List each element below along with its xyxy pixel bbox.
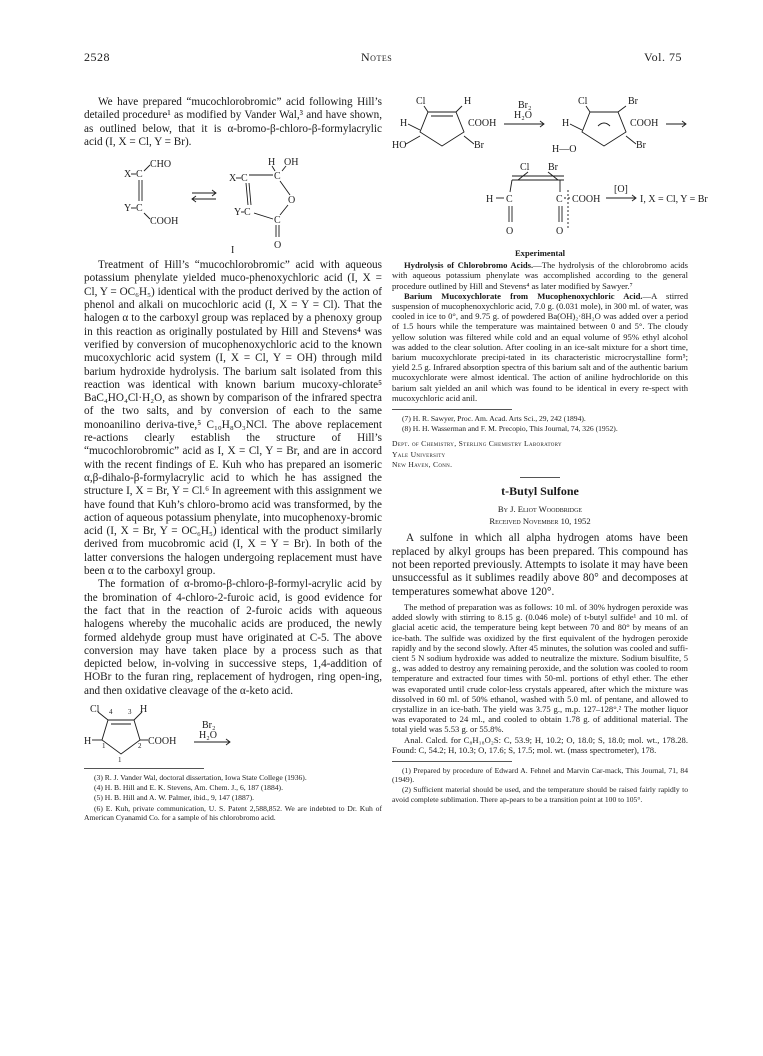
reagent: H₂O bbox=[514, 110, 532, 121]
chem-label: COOH bbox=[150, 216, 179, 228]
footnotes-left bbox=[84, 773, 382, 822]
footnote: (6) E. Kuh, private communication, U. S. Patent 2,588,852. We are indebted to Dr. Kuh of American Cyanamid Co. for a sample of his chlorobromo acid. bbox=[84, 803, 382, 822]
chem-label: C bbox=[274, 171, 281, 183]
exp1-title: Hydrolysis of Chlorobromo Acids. bbox=[404, 260, 534, 271]
method-paragraph: The method of preparation was as follows: 10 ml. of 30% hydrogen peroxide was added slowly with stirring to 8.15 g. (0.046 mole) of t-butyl sulfide¹ and 10 ml. of glacial acetic acid, the temperature being kept between 70 and 80° by means of an ice-bath. The sulfide was oxidized by the first equivalent of the hydrogen peroxide rapidly and by the second slowly. After 45 minutes, the solution was cooled and suffi-cient 5 N sodium hydroxide was added to neutralize the mixture. Sodium bisulfite, 5 g., was added to destroy any remaining peroxide, and the solution was cooled to room temperature and extracted four times with 50-ml. portions of ethyl ether. The ether was evaporated until crude color-less crystals appeared, after which the mixture was dissolved in 60 ml. of 50% ethanol, washed with 5.0 ml. of pentane, and allowed to crystallize in an ice-bath. The yield was 3.75 g., m.p. 127–128°.² The mother liquor was evaporated to 24 ml., and cooled to obtain 1.78 g. of additional material. The total yield was 5.53 g. or 55.8%. bbox=[392, 601, 688, 735]
exp2-title: Barium Mucoxychlorate from Mucophenoxychloric Acid. bbox=[404, 290, 643, 301]
chem-label: HO bbox=[392, 140, 407, 151]
affiliation-line: Dept. of Chemistry, Sterling Chemistry Laboratory bbox=[392, 439, 562, 449]
chem-label: Cl bbox=[520, 162, 530, 173]
chem-label: O bbox=[506, 226, 514, 237]
chem-label: Br bbox=[474, 140, 484, 151]
chem-label: COOH bbox=[468, 118, 497, 129]
ring-number: 1 bbox=[102, 741, 106, 750]
right-column bbox=[392, 94, 708, 805]
chem-label: Br bbox=[548, 162, 558, 173]
chem-label: COOH bbox=[148, 735, 177, 747]
chem-label: Br bbox=[636, 140, 646, 151]
reagent: Br₂ bbox=[518, 100, 532, 111]
footnote: (5) H. B. Hill and A. W. Palmer, ibid., 9, 147 (1887). bbox=[94, 793, 254, 803]
abstract-paragraph: A sulfone in which all alpha hydrogen atoms have been replaced by alkyl groups has been prepared. This compound has not been reported previously. Attempts to isolate it may have been unsuccessful as it sublimes readily above 80° and decomposes at temperatures somewhat above 120°. bbox=[392, 532, 688, 598]
chem-label: H bbox=[486, 194, 494, 205]
analysis-paragraph: Anal. Calcd. for C₈H₁₈O₂S: C, 53.9; H, 10.2; O, 18.0; S, 18.0; mol. wt., 178.28. Found: C, 54.2; H, 10.3; O, 17.6; S, 17.5; mol. wt. (mass spectrometer), 178. bbox=[392, 734, 688, 755]
exp-paragraph-1 bbox=[392, 260, 688, 291]
chem-label: CHO bbox=[150, 159, 172, 171]
chem-label: Cl bbox=[416, 96, 426, 107]
article-author: By J. Eliot Woodbridge bbox=[497, 504, 583, 515]
structure-diagram-equilibrium bbox=[84, 153, 382, 255]
experimental-heading: Experimental bbox=[514, 248, 566, 258]
affiliation bbox=[392, 439, 688, 469]
affiliation-line: Yale University bbox=[392, 449, 446, 459]
chem-label: O bbox=[288, 195, 296, 207]
chem-label: C bbox=[506, 194, 513, 205]
intro-paragraph: We have prepared “mucochlorobromic” acid following Hill’s detailed procedure¹ as modified by Vander Wal,³ and have shown, as outlined below, that it is α-bromo-β-chloro-β-formylacrylic acid (I, X = Cl, Y = Br). bbox=[84, 96, 382, 148]
chem-label: Cl bbox=[90, 703, 100, 715]
footnote: (3) R. J. Vander Wal, doctoral dissertation, Iowa State College (1936). bbox=[94, 772, 307, 782]
chem-label: H—O bbox=[552, 144, 577, 155]
chem-label: H bbox=[140, 703, 148, 715]
footnote: (4) H. B. Hill and E. K. Stevens, Am. Chem. J., 6, 187 (1884). bbox=[94, 783, 283, 793]
divider bbox=[520, 477, 560, 478]
furan-bromination-diagram bbox=[84, 702, 382, 762]
ring-number: 2 bbox=[138, 741, 142, 750]
chem-label: O bbox=[556, 226, 564, 237]
chem-label: H bbox=[562, 118, 570, 129]
chem-label: Br bbox=[628, 96, 638, 107]
footnote: (2) Sufficient material should be used, and the temperature should be raised fairly rapidly to avoid complete sublimation. There ap-pears to be a transition point at 100 to 105°. bbox=[392, 785, 688, 804]
chem-label: H bbox=[400, 118, 408, 129]
article-title: t-Butyl Sulfone bbox=[501, 484, 579, 499]
chem-label: X bbox=[229, 173, 237, 185]
left-column bbox=[84, 96, 382, 823]
volume-label: Vol. 75 bbox=[644, 50, 682, 64]
chem-label: H bbox=[84, 735, 92, 747]
page-number: 2528 bbox=[84, 50, 110, 64]
chem-label: O bbox=[274, 240, 282, 252]
exp-paragraph-2 bbox=[392, 291, 688, 403]
ring-number: 3 bbox=[128, 707, 132, 716]
reagent: H₂O bbox=[199, 729, 217, 741]
affiliation-line: New Haven, Conn. bbox=[392, 459, 453, 469]
exp1-text: —The hydrolysis of the chlorobromo acids with aqueous potassium phenylate was accomplished according to the general procedure outlined by Hill and Stevens⁴ as later modified by Sawyer.⁷ bbox=[392, 260, 688, 291]
chem-label: Y bbox=[124, 203, 132, 215]
chem-label: C bbox=[244, 207, 251, 219]
chem-label: COOH bbox=[630, 118, 659, 129]
running-head: Notes bbox=[361, 50, 393, 64]
chem-label: OH bbox=[284, 157, 299, 169]
footnote: (8) H. H. Wasserman and F. M. Precopio, This Journal, 74, 326 (1952). bbox=[402, 424, 618, 434]
chem-label: Cl bbox=[578, 96, 588, 107]
chem-label: Y bbox=[234, 207, 242, 219]
reagent: Br₂ bbox=[202, 719, 216, 731]
received-date: Received November 10, 1952 bbox=[489, 516, 591, 527]
exp2-text: —A stirred suspension of mucophenoxychloric acid, 7.0 g. (0.031 mole), in 300 ml. of water, was cooled in ice to 0°, and 9.75 g. of powdered Ba(OH)₂·8H₂O was added over a period of 1.5 hours while the temperature was maintained between 0 and 5°. The cloudy yellow solution was filtered while cold and an equal volume of 95% ethyl alcohol was added to the clear solution. After cooling in an ice-salt mixture for a short time, barium mucoxychlorate precipi-tated in its characteristic microcrystalline form⁵; yield 2.5 g. Infrared absorption spectra of this barium salt and of the authentic barium mucoxychlorate were almost identical. The action of aniline hydrochloride on this barium salt yielded an anil which was found to be identical in every re-spect with mucoxychloric acid anil. bbox=[392, 290, 688, 403]
body-paragraph-1: Treatment of Hill’s “mucochlorobromic” acid with aqueous potassium phenylate yielded muco-phenoxychloric acid (I, X = Cl, Y = OC₆H₅) identical with the product derived by the action of phenol and alkali on mucochloric acid (I, X = Y = Cl). That the halogen α to the carboxyl group was replaced by a phenoxy group in this reaction as originally postulated by Hill and Stevens⁴ was verified by conversion of mucophenoxychloric acid to the known mucoxychloric acid system (I, X = Cl, Y = OH) through mild barium hydroxide hydrolysis. The barium salt isolated from this reaction was identical with known barium mucoxy-chlorate⁵ BaC₄HO₄Cl·H₂O, as shown by comparison of the infrared spectra of the two salts, and by conversion of each to the same monoanilino deriva-tive,⁵ C₁₀H₈O₃NCl. The above replacement re-actions clearly establish the structure of Hill’s “mucochlorobromic” acid as I, X = Cl, Y = Br, and are in accord with the recent findings of E. Kuh who has prepared an isomeric α,β-dihalo-β-formylacrylic acid to which he has assigned the structure I, X = Br, Y = Cl.⁶ In agreement with this assignment we have found that Kuh’s chloro-bromo acid was transformed, by the action of aqueous potassium phenylate, into mucophenoxy-bromic acid (I, X = Br, Y = OC₆H₅) identical with the product similarly derived from mucobromic acid (I, X = Y = Br). In both of the latter conversions the halogen undergoing replacement must have been α to the carboxyl group. bbox=[84, 259, 382, 578]
chem-label: C bbox=[556, 194, 563, 205]
ring-number: 4 bbox=[109, 707, 113, 716]
chem-label: C bbox=[136, 203, 143, 215]
chem-label: X bbox=[124, 169, 132, 181]
reaction-scheme bbox=[392, 94, 708, 244]
chem-label: COOH bbox=[572, 194, 601, 205]
body-paragraph-2: The formation of α-bromo-β-chloro-β-formyl-acrylic acid by the bromination of 4-chloro-2-furoic acid, is good evidence for the fact that in the reaction of 2-furoic acids with aqueous halogens whereby the mucohalic acids are produced, the newly formed aldehyde group must have originated at C-5. The above conversion may have taken place by a process such as that depicted below, in-volving in successive steps, 1,4-addition of HOBr to the furan ring, replacement of hydrogen, ring open-ing, and then oxidative cleavage of the α-keto acid. bbox=[84, 578, 382, 697]
chem-label: C bbox=[241, 173, 248, 185]
chem-label: H bbox=[464, 96, 472, 107]
scheme-result: I, X = Cl, Y = Br bbox=[640, 194, 708, 205]
footnote: (7) H. R. Sawyer, Proc. Am. Acad. Arts Sci., 29, 242 (1894). bbox=[402, 414, 586, 424]
chem-label: H bbox=[268, 157, 276, 169]
chem-label: C bbox=[274, 215, 281, 227]
chem-label: C bbox=[136, 169, 143, 181]
reagent: [O] bbox=[614, 184, 628, 195]
structure-label: I bbox=[231, 245, 235, 257]
footnote: (1) Prepared by procedure of Edward A. Fehnel and Marvin Car-mack, This Journal, 71, 84 (1949). bbox=[392, 766, 688, 785]
ring-number: 1 bbox=[118, 755, 122, 764]
